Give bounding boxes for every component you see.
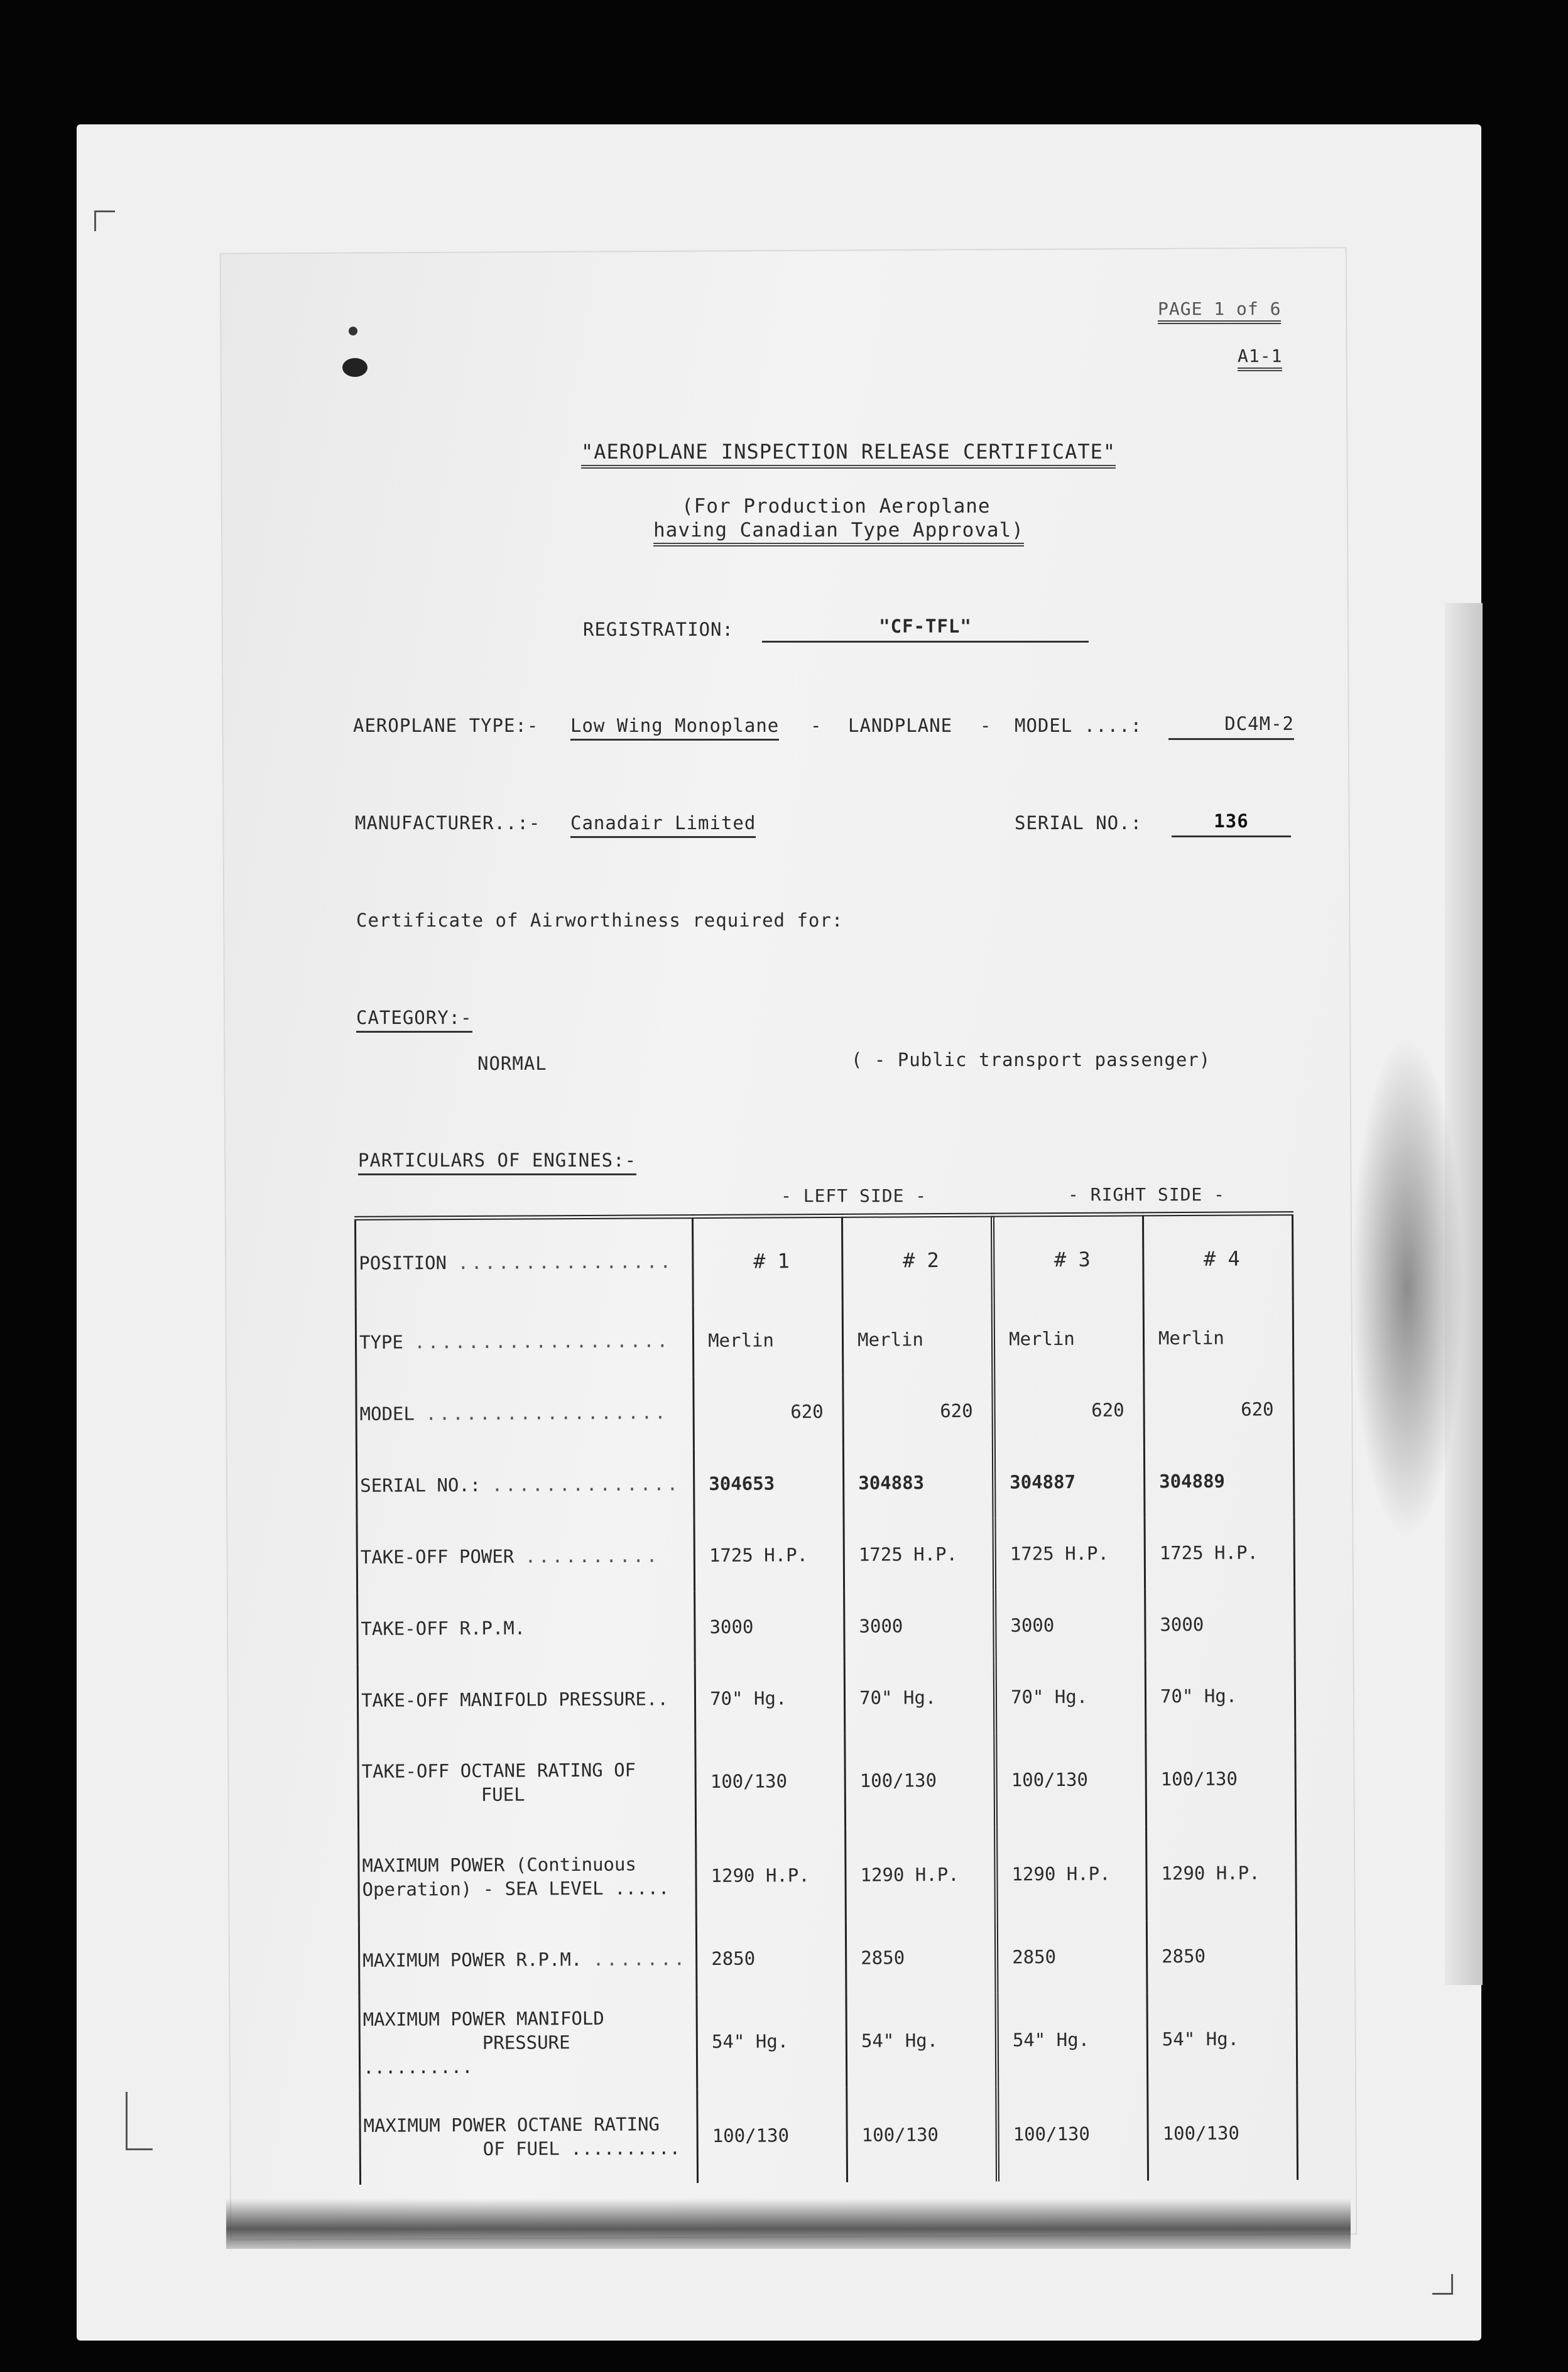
row-label-text: TYPE [359,1331,403,1353]
ink-spot [342,358,368,377]
row-label-text: MAXIMUM POWER (Continuous [362,1853,636,1876]
serial-value: 136 [1172,810,1291,837]
engines-section-label: PARTICULARS OF ENGINES:- [358,1150,636,1175]
row-label-text: TAKE-OFF R.P.M. [361,1617,526,1640]
engine-1-value: 70" Hg. [695,1662,845,1734]
row-label-text: TAKE-OFF MANIFOLD PRESSURE.. [361,1687,668,1711]
page-number: PAGE 1 of 6 [1158,298,1281,324]
engine-3-value: 100/130 [997,2086,1148,2181]
engine-4-value: 100/130 [1146,1731,1296,1826]
table-row [357,1660,1295,1736]
table-row [357,1516,1295,1593]
row-label-text: TAKE-OFF OCTANE RATING OF [361,1759,636,1782]
row-label [359,1923,697,1996]
engine-2-value: 100/130 [845,1733,996,1827]
page-bottom-shadow [226,2199,1351,2249]
model-label: MODEL ....: [1015,715,1143,736]
engine-4-value: 620 [1144,1373,1294,1445]
engine-3-value: 2850 [996,1920,1147,1993]
row-label [356,1305,694,1378]
leader-dots: ....... [592,1947,688,1970]
table-row [359,1920,1297,1996]
crop-mark [94,210,115,231]
engine-2-value: # 2 [842,1215,993,1303]
table-row [357,1588,1295,1665]
aeroplane-type-value: Low Wing Monoplane [570,715,779,741]
row-label-text: TAKE-OFF POWER [360,1545,514,1568]
engine-2-value: 620 [843,1374,994,1447]
engine-4-value: 3000 [1145,1588,1295,1660]
separator-dash: - [980,715,992,736]
table-row [359,1825,1297,1925]
row-label [357,1520,695,1593]
engine-3-value: # 3 [993,1214,1143,1303]
row-label [358,1734,696,1831]
row-label-text: MAXIMUM POWER OCTANE RATING [363,2113,660,2136]
engine-1-value: 620 [694,1375,844,1447]
engine-3-value: Merlin [993,1302,1144,1374]
engine-3-value: 100/130 [995,1732,1146,1827]
engine-3-value: 620 [993,1374,1144,1446]
engine-1-value: 54" Hg. [697,1993,847,2088]
engine-1-value: 2850 [697,1922,847,1994]
document-code: A1-1 [1238,345,1282,371]
row-label [355,1217,693,1307]
leader-dots: .................. [425,1401,668,1424]
registration-value: "CF-TFL" [762,616,1089,643]
engine-4-value: 70" Hg. [1145,1660,1295,1732]
category-note: ( - Public transport passenger) [851,1049,1211,1070]
crop-mark [1432,2274,1453,2295]
engine-2-value: 1290 H.P. [846,1827,996,1922]
row-label-text: MAXIMUM POWER MANIFOLD [362,2007,604,2030]
engine-3-value: 3000 [994,1589,1145,1661]
engine-3-value: 304887 [994,1445,1145,1518]
engine-1-value: 304653 [694,1447,844,1519]
table-row [358,1731,1296,1831]
engine-2-value: 100/130 [847,2087,998,2182]
engines-table [354,1211,1298,2184]
row-label-text-line2: FUEL [481,1783,525,1805]
engine-1-value: # 1 [693,1216,843,1304]
document-subtitle-line2: having Canadian Type Approval) [653,519,1024,547]
landplane-label: LANDPLANE [848,715,953,736]
engine-2-value: 304883 [844,1446,994,1518]
engine-3-value: 70" Hg. [995,1660,1146,1733]
document-title: "AEROPLANE INSPECTION RELEASE CERTIFICATE" [581,440,1116,469]
engine-4-value: 1725 H.P. [1145,1516,1295,1589]
ink-spot [349,327,357,335]
serial-label: SERIAL NO.: [1015,812,1143,834]
engine-2-value: Merlin [842,1303,993,1375]
table-row [356,1302,1293,1378]
manufacturer-label: MANUFACTURER..:- [355,812,541,834]
engine-3-value: 1725 H.P. [994,1517,1145,1589]
engine-4-value: 100/130 [1148,2086,1298,2180]
row-label-text-line2: Operation) - SEA LEVEL ..... [362,1876,670,1900]
engine-2-value: 3000 [844,1589,995,1662]
crop-mark [126,2092,153,2150]
row-label-text: MODEL [359,1402,415,1425]
category-value: NORMAL [477,1053,547,1074]
engine-2-value: 54" Hg. [846,1993,997,2087]
row-label-text: SERIAL NO.: [360,1474,481,1496]
separator-dash: - [810,715,822,736]
table-row [359,1991,1297,2091]
row-label-text: POSITION [359,1252,447,1275]
row-label [359,1829,697,1925]
leader-dots: ................ [457,1251,673,1274]
row-label-text-line2: OF FUEL .......... [482,2136,681,2160]
engine-4-value: 2850 [1146,1920,1297,1992]
row-label [356,1448,694,1521]
certificate-required-text: Certificate of Airworthiness required for: [356,910,844,931]
category-label: CATEGORY:- [356,1007,472,1033]
engine-4-value: # 4 [1143,1214,1293,1302]
registration-label: REGISTRATION: [583,619,734,640]
engine-4-value: 54" Hg. [1147,1991,1297,2086]
document-subtitle-line1: (For Production Aeroplane [682,495,991,518]
row-label [357,1591,695,1665]
table-row [356,1373,1294,1450]
table-row [355,1214,1293,1307]
engine-1-value: 1290 H.P. [696,1827,846,1922]
row-label [360,2089,698,2185]
left-side-heading: - LEFT SIDE - [781,1185,927,1206]
table-row [356,1445,1294,1521]
engine-3-value: 54" Hg. [997,1992,1148,2087]
leader-dots: ................... [414,1329,671,1352]
model-value: DC4M-2 [1168,713,1294,740]
engine-4-value: Merlin [1143,1302,1293,1374]
engine-1-value: 100/130 [695,1733,846,1828]
engine-1-value: 3000 [695,1590,845,1662]
engine-1-value: 1725 H.P. [694,1518,844,1591]
row-label [357,1663,695,1736]
right-side-heading: - RIGHT SIDE - [1068,1184,1226,1205]
stain [1351,1036,1464,1539]
leader-dots: .......... [525,1544,660,1567]
manufacturer-value: Canadair Limited [570,812,756,838]
row-label-text-line2: PRESSURE .......... [362,2031,570,2078]
row-label-text: MAXIMUM POWER R.P.M. [362,1948,582,1971]
aeroplane-type-label: AEROPLANE TYPE:- [353,715,539,736]
row-label [356,1376,694,1450]
engine-3-value: 1290 H.P. [996,1826,1146,1921]
engine-1-value: 100/130 [697,2087,847,2182]
engine-1-value: Merlin [693,1303,843,1376]
engine-4-value: 1290 H.P. [1146,1825,1297,1920]
engine-4-value: 304889 [1144,1445,1294,1517]
leader-dots: .............. [491,1472,681,1496]
table-row [360,2086,1298,2185]
engine-2-value: 2850 [846,1921,996,1993]
row-label [359,1994,697,2091]
engine-2-value: 70" Hg. [844,1661,995,1733]
engine-2-value: 1725 H.P. [844,1518,994,1590]
